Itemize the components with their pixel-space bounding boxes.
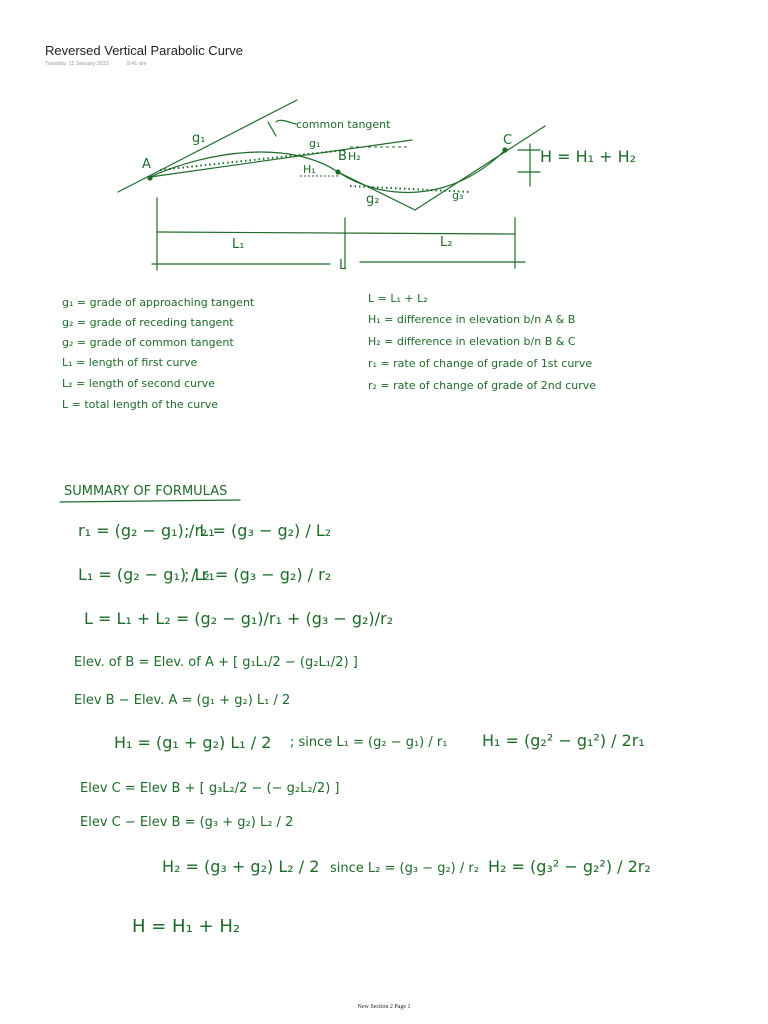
formula-h1: H₁ = (g₁ + g₂) L₁ / 2	[114, 733, 272, 752]
formula-h2-since: since L₂ = (g₃ − g₂) / r₂	[330, 861, 479, 876]
point-b-marker	[335, 169, 340, 174]
formula-l1: L₁ = (g₂ − g₁) / r₁	[78, 565, 215, 584]
definition-item: g₂ = grade of common tangent	[62, 336, 234, 349]
h-equation: H = H₁ + H₂	[540, 147, 637, 166]
formula-h1-result: H₁ = (g₂² − g₁²) / 2r₁	[482, 731, 645, 750]
curve-hatching	[160, 150, 345, 170]
page-title: Reversed Vertical Parabolic Curve	[45, 43, 243, 58]
curve-diagram	[118, 100, 636, 273]
definition-item: H₁ = difference in elevation b/n A & B	[368, 313, 576, 326]
formula-r2: ; r₂ = (g₃ − g₂) / L₂	[184, 521, 332, 540]
g2-label: g₂	[366, 192, 380, 207]
page-footer: New Section 2 Page 1	[357, 1004, 411, 1010]
point-b-label: B	[338, 149, 347, 164]
g3-label: g₃	[452, 189, 464, 202]
formula-list	[74, 521, 651, 937]
definition-item: g₂ = grade of receding tangent	[62, 316, 234, 329]
formula-elev-c-minus-b: Elev C − Elev B = (g₃ + g₂) L₂ / 2	[80, 815, 294, 830]
definitions-right	[368, 292, 596, 392]
summary-underline	[60, 500, 240, 502]
definition-item: L = total length of the curve	[62, 398, 219, 411]
formula-elev-c: Elev C = Elev B + [ g₃L₂/2 − (− g₂L₂/2) ]	[80, 781, 340, 796]
third-tangent-line	[415, 126, 545, 210]
formula-elev-b: Elev. of B = Elev. of A + [ g₁L₁/2 − (g₂L₁/2) ]	[74, 655, 358, 670]
common-tangent-line	[150, 140, 412, 177]
point-c-label: C	[503, 133, 513, 148]
g1-label: g₁	[192, 131, 206, 146]
definition-item: L₂ = length of second curve	[62, 377, 215, 390]
definitions-left	[62, 296, 255, 411]
definition-item: r₁ = rate of change of grade of 1st curve	[368, 357, 593, 370]
h1-label: H₁	[303, 163, 316, 176]
common-tangent-leader	[268, 120, 296, 136]
formula-h2: H₂ = (g₃ + g₂) L₂ / 2	[162, 857, 320, 876]
formula-h2-result: H₂ = (g₃² − g₂²) / 2r₂	[488, 857, 651, 876]
summary-heading: SUMMARY OF FORMULAS	[64, 484, 228, 499]
definition-item: H₂ = difference in elevation b/n B & C	[368, 335, 576, 348]
definition-item: L = L₁ + L₂	[368, 292, 428, 305]
g1-near-b-label: g₁	[309, 137, 321, 150]
point-a-marker	[147, 175, 152, 180]
l1-label: L₁	[232, 237, 245, 252]
page-date: Tuesday, 11 January 2022	[45, 61, 110, 67]
formula-elev-b-minus-a: Elev B − Elev. A = (g₁ + g₂) L₁ / 2	[74, 693, 291, 708]
point-a-label: A	[142, 157, 151, 172]
formula-l2: ; L₂ = (g₃ − g₂) / r₂	[184, 565, 332, 584]
approaching-tangent-line	[118, 100, 297, 192]
definition-item: L₁ = length of first curve	[62, 356, 198, 369]
common-tangent-label: common tangent	[296, 118, 391, 131]
l-label: L	[339, 258, 347, 273]
formula-h-total: H = H₁ + H₂	[132, 916, 241, 937]
formula-r1: r₁ = (g₂ − g₁) / L₁	[78, 521, 215, 540]
formula-l-total: L = L₁ + L₂ = (g₂ − g₁)/r₁ + (g₃ − g₂)/r₂	[84, 609, 394, 628]
l2-label: L₂	[440, 235, 453, 250]
definition-item: g₁ = grade of approaching tangent	[62, 296, 255, 309]
formula-h1-since: ; since L₁ = (g₂ − g₁) / r₁	[290, 735, 448, 750]
h2-label: H₂	[348, 150, 361, 163]
definition-item: r₂ = rate of change of grade of 2nd curve	[368, 379, 597, 392]
page-time: 9:41 am	[126, 61, 147, 67]
point-c-marker	[502, 147, 507, 152]
l1-l2-dim-line	[157, 232, 515, 234]
